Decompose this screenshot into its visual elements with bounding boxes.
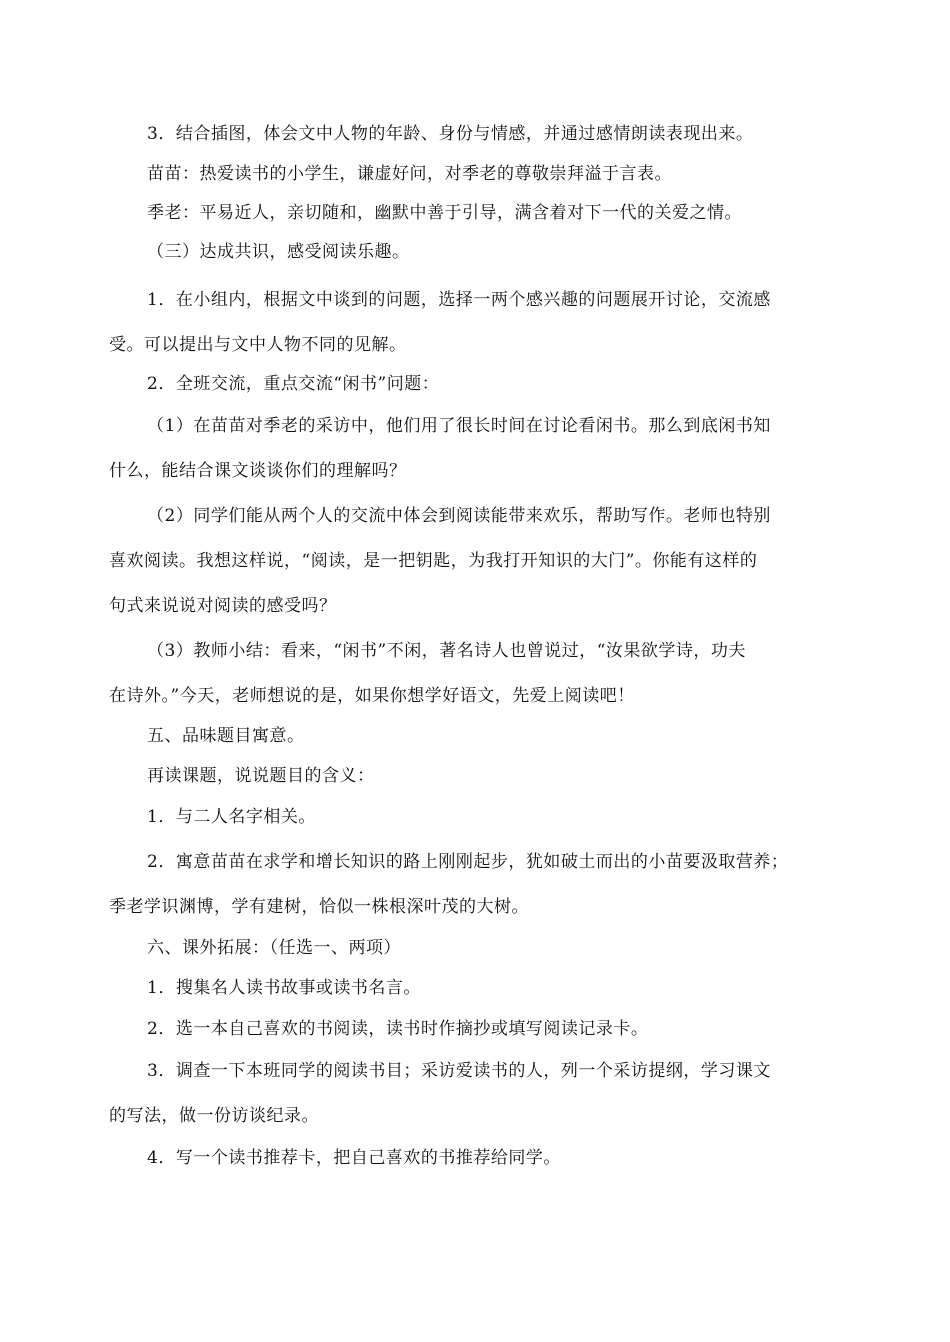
paragraph-line: 4．写一个读书推荐卡，把自己喜欢的书推荐给同学。 xyxy=(147,1148,561,1168)
paragraph-line: 3．调查一下本班同学的阅读书目；采访爱读书的人，列一个采访提纲，学习课文 xyxy=(147,1061,771,1081)
paragraph-line: 季老：平易近人，亲切随和，幽默中善于引导，满含着对下一代的关爱之情。 xyxy=(147,203,742,223)
section-heading: 六、课外拓展：（任选一、两项） xyxy=(147,938,401,958)
paragraph-line: 句式来说说对阅读的感受吗？ xyxy=(109,596,337,616)
paragraph-line: 3．结合插图，体会文中人物的年龄、身份与情感，并通过感情朗读表现出来。 xyxy=(147,124,754,144)
paragraph-line: 1．与二人名字相关。 xyxy=(147,807,316,827)
section-heading: （三）达成共识，感受阅读乐趣。 xyxy=(147,242,410,262)
paragraph-line: 季老学识渊博，学有建树，恰似一株根深叶茂的大树。 xyxy=(109,897,529,917)
paragraph-line: 喜欢阅读。我想这样说，“阅读，是一把钥匙，为我打开知识的大门”。你能有这样的 xyxy=(109,551,758,571)
paragraph-line: 1．在小组内，根据文中谈到的问题，选择一两个感兴趣的问题展开讨论，交流感 xyxy=(147,290,771,310)
section-heading: 五、品味题目寓意。 xyxy=(147,726,305,746)
paragraph-line: （3）教师小结：看来，“闲书”不闲，著名诗人也曾说过，“汝果欲学诗，功夫 xyxy=(147,641,746,661)
paragraph-line: 受。可以提出与文中人物不同的见解。 xyxy=(109,335,407,355)
paragraph-line: 1．搜集名人读书故事或读书名言。 xyxy=(147,978,421,998)
paragraph-line: 在诗外。”今天，老师想说的是，如果你想学好语文，先爱上阅读吧！ xyxy=(109,686,635,706)
paragraph-line: 2．全班交流，重点交流“闲书”问题： xyxy=(147,374,440,394)
paragraph-line: 再读课题，说说题目的含义： xyxy=(147,766,375,786)
paragraph-line: 2．寓意苗苗在求学和增长知识的路上刚刚起步，犹如破土而出的小苗要汲取营养； xyxy=(147,852,789,872)
paragraph-line: （1）在苗苗对季老的采访中，他们用了很长时间在讨论看闲书。那么到底闲书知 xyxy=(147,416,771,436)
paragraph-line: 的写法，做一份访谈纪录。 xyxy=(109,1106,319,1126)
paragraph-line: 2．选一本自己喜欢的书阅读，读书时作摘抄或填写阅读记录卡。 xyxy=(147,1019,649,1039)
paragraph-line: （2）同学们能从两个人的交流中体会到阅读能带来欢乐，帮助写作。老师也特别 xyxy=(147,506,771,526)
paragraph-line: 什么，能结合课文谈谈你们的理解吗？ xyxy=(109,461,407,481)
paragraph-line: 苗苗：热爱读书的小学生，谦虚好问，对季老的尊敬崇拜溢于言表。 xyxy=(147,164,672,184)
